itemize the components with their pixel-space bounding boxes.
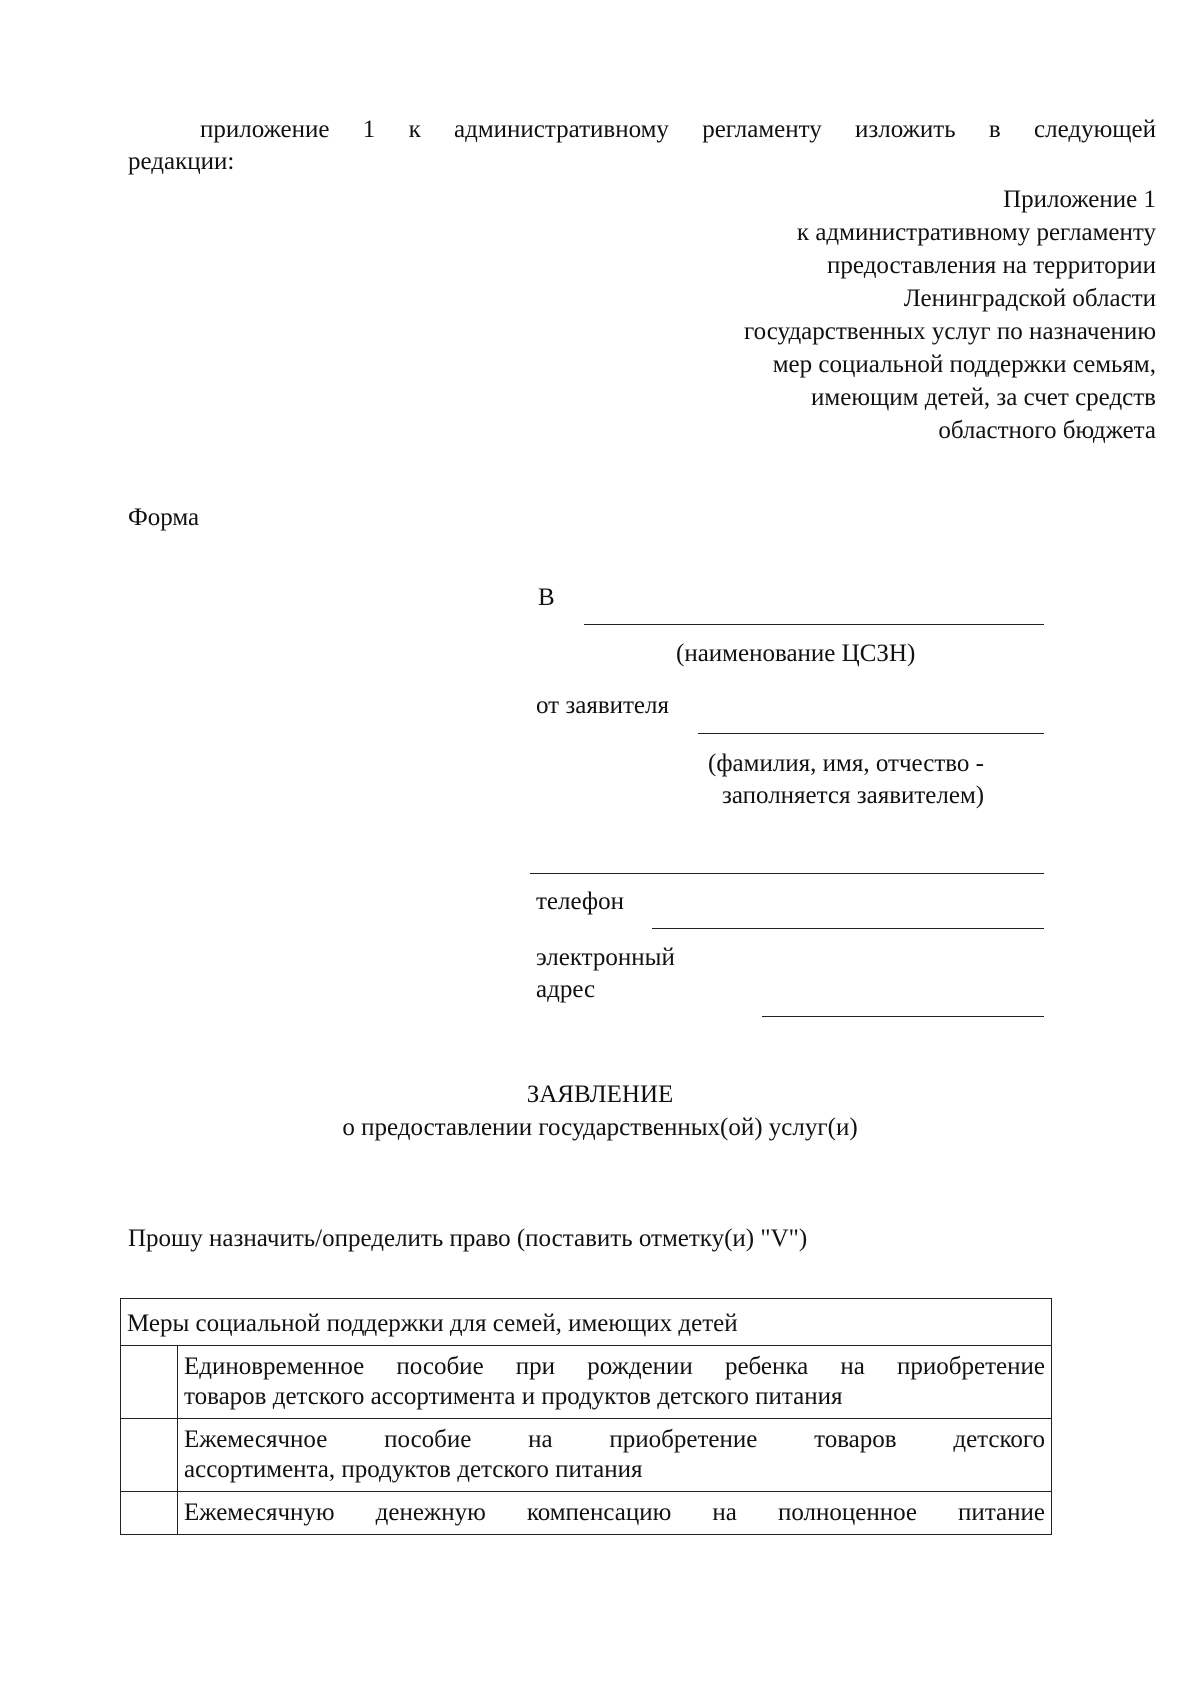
measure-description-cell: [178, 1492, 1052, 1535]
appendix-line: имеющим детей, за счет средств: [811, 384, 1156, 411]
applicant-name-extra-field[interactable]: [530, 873, 1044, 874]
measure-line: Ежемесячную денежную компенсацию на полноценное питание: [184, 1499, 1045, 1526]
measure-line: ассортимента, продуктов детского питания: [184, 1456, 643, 1483]
table-header-cell: Меры социальной поддержки для семей, имеющих детей: [121, 1299, 1052, 1346]
table-row: [121, 1346, 1052, 1419]
intro-line-2: редакции:: [128, 148, 235, 175]
mark-checkbox-cell[interactable]: [121, 1346, 178, 1419]
measures-table: [120, 1298, 1052, 1535]
table-header-row: [121, 1299, 1052, 1346]
email-label-line-1: электронный: [536, 944, 675, 971]
mark-checkbox-cell[interactable]: [121, 1492, 178, 1535]
measure-line: Единовременное пособие при рождении ребенка на приобретение: [184, 1353, 1045, 1380]
email-field[interactable]: [762, 1016, 1044, 1017]
appendix-line: Ленинградской области: [903, 285, 1156, 312]
applicant-label: от заявителя: [536, 692, 669, 719]
appendix-line: государственных услуг по назначению: [744, 318, 1156, 345]
appendix-line: предоставления на территории: [827, 252, 1156, 279]
measure-line: Ежемесячное пособие на приобретение товаров детского: [184, 1426, 1045, 1453]
appendix-line: областного бюджета: [938, 417, 1156, 444]
appendix-line: мер социальной поддержки семьям,: [772, 351, 1156, 378]
form-label: Форма: [128, 504, 200, 531]
intro-line-1: приложение 1 к административному регламенту изложить в следующей: [200, 116, 1156, 143]
appendix-line: Приложение 1: [1003, 186, 1156, 213]
table-row: [121, 1419, 1052, 1492]
measure-line: товаров детского ассортимента и продуктов детского питания: [184, 1383, 843, 1410]
measure-description-cell: [178, 1419, 1052, 1492]
statement-title: ЗАЯВЛЕНИЕ: [526, 1081, 674, 1108]
applicant-caption-line-2: заполняется заявителем): [722, 782, 985, 809]
measure-description-cell: [178, 1346, 1052, 1419]
applicant-name-field[interactable]: [698, 733, 1044, 734]
appendix-block: [556, 183, 1156, 447]
request-text: Прошу назначить/определить право (поставить отметку(и) "V"): [128, 1225, 808, 1252]
appendix-line: к административному регламенту: [796, 219, 1156, 246]
applicant-caption-line-1: (фамилия, имя, отчество -: [708, 750, 984, 777]
table-row: [121, 1492, 1052, 1535]
recipient-org-field[interactable]: [584, 624, 1044, 625]
to-prefix-label: В: [538, 584, 555, 611]
phone-label: телефон: [536, 888, 624, 915]
phone-field[interactable]: [652, 928, 1044, 929]
email-label-line-2: адрес: [536, 976, 596, 1003]
statement-subtitle: о предоставлении государственных(ой) услуг(и): [342, 1114, 858, 1141]
mark-checkbox-cell[interactable]: [121, 1419, 178, 1492]
recipient-org-caption: (наименование ЦСЗН): [676, 640, 916, 667]
